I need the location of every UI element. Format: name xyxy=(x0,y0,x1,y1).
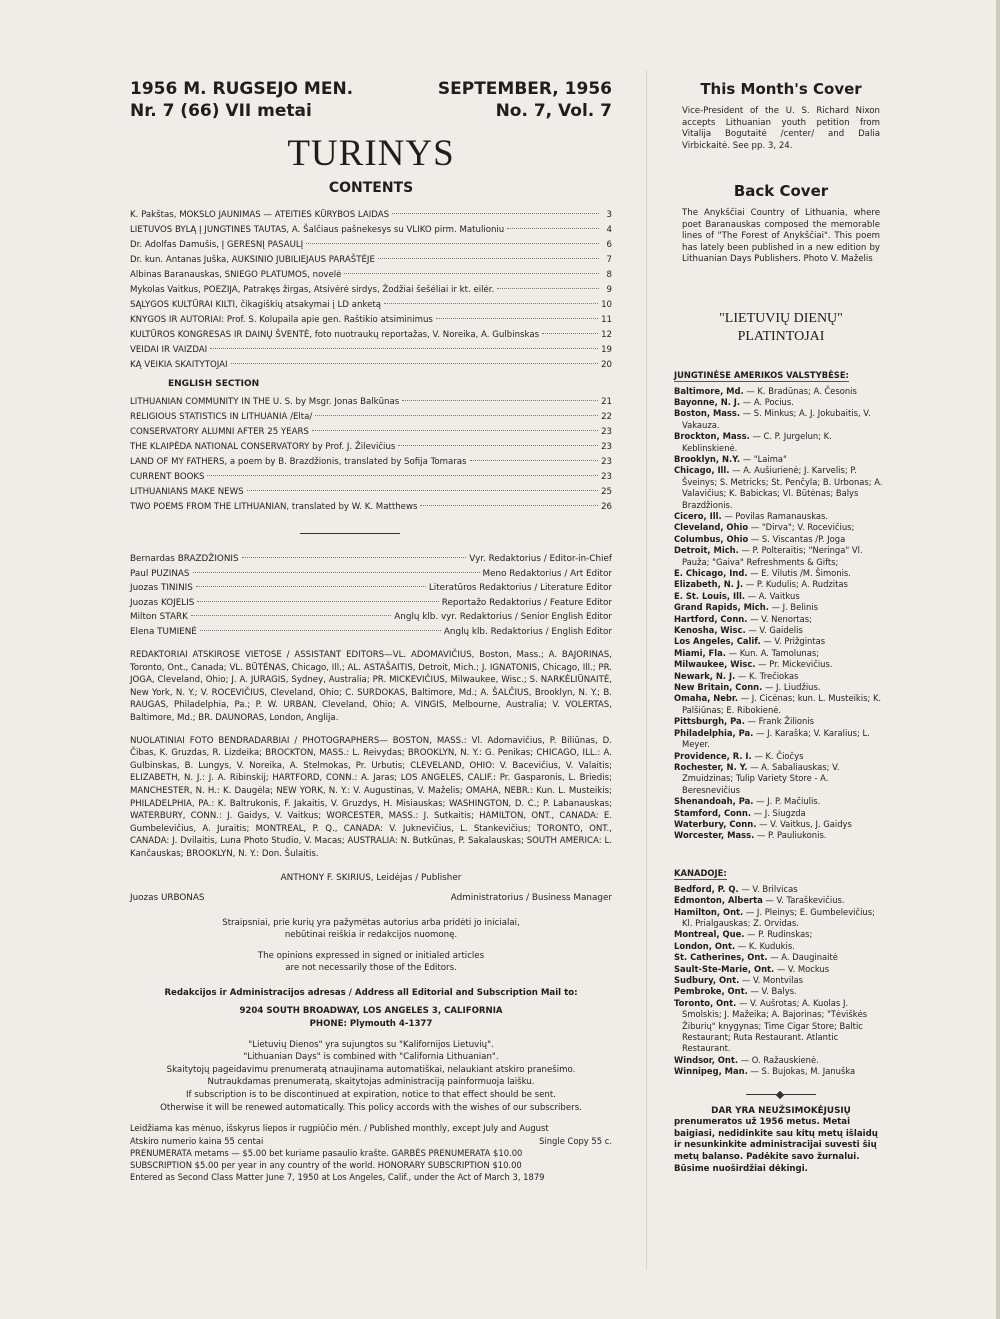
toc-leader xyxy=(306,243,599,244)
canada-section xyxy=(674,858,888,1078)
toc-entry-title: Albinas Baranauskas, SNIEGO PLATUMOS, novelė xyxy=(130,270,342,280)
distributor-names: — Povilas Ramanauskas. xyxy=(724,510,829,521)
distributor-names: — V. Gaidelis xyxy=(748,625,803,636)
distributor-city: Toronto, Ont. xyxy=(674,997,737,1008)
distributor-city: Pittsburgh, Pa. xyxy=(674,716,745,727)
distributors-title-2: PLATINTOJAI xyxy=(737,328,825,344)
distributor-city: Chicago, Ill. xyxy=(674,465,730,476)
distributor-city: Shenandoah, Pa. xyxy=(674,796,754,807)
publication-info xyxy=(130,1122,612,1183)
distributors-title xyxy=(674,310,888,346)
staff-role: Literatūros Redaktorius / Literature Editor xyxy=(428,583,612,593)
staff-role: Reportažo Redaktorius / Feature Editor xyxy=(441,597,612,608)
issue-lt xyxy=(130,78,353,122)
disclaimer-lt xyxy=(130,917,612,942)
distributor-names: — V. Nenortas; xyxy=(750,613,812,624)
distributor-names: — V. Vaitkus, J. Gaidys xyxy=(759,818,852,829)
toc-entry-title: LIETUVOS BYLĄ Į JUNGTINES TAUTAS, A. Šalčiaus pašnekesys su VLIKO pirm. Matulioniu xyxy=(130,225,505,235)
distributor-names: — S. Minkus; A. J. Jokubaitis, V. Vakauza. xyxy=(682,408,871,430)
toc-entry-title: Dr. kun. Antanas Juška, AUKSINIO JUBILIEJAUS PARAŠTĖJE xyxy=(130,255,375,265)
toc-entry-title: LITHUANIANS MAKE NEWS xyxy=(130,487,244,497)
toc-entry-title: LAND OF MY FATHERS, a poem by B. Brazdžionis, translated by Sofija Tomaras xyxy=(130,457,467,467)
toc-entry-page: 23 xyxy=(601,457,612,467)
distributor-entry xyxy=(674,625,888,636)
distributor-names: — J. Siugzda xyxy=(753,807,806,818)
distributor-city: E. Chicago, Ind. xyxy=(674,568,748,578)
distributor-names: — S. Viscantas /P. Joga xyxy=(750,533,846,544)
distributor-city: Pembroke, Ont. xyxy=(674,986,748,997)
distributor-names: — V. Taraškevičius. xyxy=(765,895,845,906)
toc-entry-title: TWO POEMS FROM THE LITHUANIAN, translated by W. K. Matthews xyxy=(130,502,418,512)
toc-entry-title: Mykolas Vaitkus, POEZIJA, Patrakęs žirgas, Atsivėrė sirdys, Žodžiai šešėliai ir kt. eilėr. xyxy=(130,285,495,295)
issue-en-date: SEPTEMBER, 1956 xyxy=(437,79,612,99)
distributor-names: — V. Mockus xyxy=(776,963,830,974)
staff-name: Milton STARK xyxy=(130,612,188,622)
distributor-names: — J. P. Mačiulis. xyxy=(756,796,821,807)
toc-leader xyxy=(402,400,598,401)
canada-distributors xyxy=(674,884,888,1078)
staff-entry xyxy=(130,610,612,625)
distributor-names: — K. Trečiokas xyxy=(737,670,799,681)
distributor-city: Milwaukee, Wisc. xyxy=(674,659,756,670)
distributor-names: — V. Montvilas xyxy=(741,975,803,985)
distributor-entry xyxy=(674,1055,888,1066)
distributor-city: Sault-Ste-Marie, Ont. xyxy=(674,963,775,974)
publisher: ANTHONY F. SKIRIUS, Leidėjas / Publisher xyxy=(280,872,462,883)
distributor-city: London, Ont. xyxy=(674,940,736,951)
subscription-lt-2: Nutraukdamas prenumeratą, skaitytojas administraciją painformuoja laišku. xyxy=(207,1077,535,1088)
toc-entry xyxy=(130,238,612,253)
toc-entry-title: RELIGIOUS STATISTICS IN LITHUANIA /Elta/ xyxy=(130,412,313,422)
distributor-city: Philadelphia, Pa. xyxy=(674,727,754,738)
section-rule xyxy=(300,533,400,534)
distributor-entry xyxy=(674,522,888,533)
toc-entry-title: K. Pakštas, MOKSLO JAUNIMAS — ATEITIES KŪRYBOS LAIDAS xyxy=(130,210,390,220)
toc-entry-page: 22 xyxy=(601,412,612,422)
notice-head: DAR YRA NEUŽSIMOKĖJUSIŲ xyxy=(711,1105,851,1116)
back-cover-text: The Anykščiai Country of Lithuania, where poet Baranauskas composed the memorable lines of "The Forest of Anykščiai". This poem has lately been published in a new edition by Lithuanian Days Publishers. Photo V. Maželis xyxy=(682,208,880,264)
toc-entry xyxy=(130,410,612,425)
distributor-names: — J. Karaška; V. Karalius; L. Meyer. xyxy=(682,727,870,750)
toc-leader xyxy=(312,430,598,431)
disclaimer-en-line: The opinions expressed in signed or initialed articles xyxy=(257,950,485,961)
distributor-entry xyxy=(674,602,888,613)
distributor-city: New Britain, Conn. xyxy=(674,682,763,693)
distributor-names: — A. Pocius. xyxy=(742,396,794,407)
distributor-city: Detroit, Mich. xyxy=(674,545,739,556)
toc-leader xyxy=(344,273,599,274)
toc-entry xyxy=(130,425,612,440)
distributor-names: — S. Bujokas, M. Januška xyxy=(750,1066,856,1077)
distributor-names: — K. Čiočys xyxy=(754,750,804,761)
distributor-city: Baltimore, Md. xyxy=(674,385,744,396)
issue-lt-number: Nr. 7 (66) VII metai xyxy=(130,101,312,121)
distributor-entry xyxy=(674,534,888,545)
distributor-entry xyxy=(674,751,888,762)
toc-entry-page: 9 xyxy=(606,285,612,295)
distributor-names: — E. Vilutis /M. Šimonis. xyxy=(750,568,851,578)
staff-entry xyxy=(130,552,612,567)
distributor-city: Edmonton, Alberta xyxy=(674,895,763,906)
distributor-names: — V. Aušrotas; A. Kuolas J. Smolskis; J. Mažeika; A. Bajorinas; "Tėviškės Žiburių" knygynas; Time Cigar Store; Baltic Restaurant; Ruta Restaurant. Atlantic Restaurant. xyxy=(682,997,868,1054)
english-section-label: ENGLISH SECTION xyxy=(168,379,260,389)
distributor-names: — K. Bradūnas; A. Česonis xyxy=(746,385,857,396)
toc-entry-title: CURRENT BOOKS xyxy=(130,472,205,482)
toc-entry xyxy=(130,455,612,470)
distributor-entry xyxy=(674,454,888,465)
toc-entry-page: 6 xyxy=(606,240,612,250)
toc-leader xyxy=(398,445,598,446)
toc-leader xyxy=(392,213,599,214)
distributor-city: Boston, Mass. xyxy=(674,408,741,419)
toc-entry-page: 23 xyxy=(601,472,612,482)
toc-entry-page: 8 xyxy=(606,270,612,280)
contents-column xyxy=(130,78,612,1184)
toc-entry-title: LITHUANIAN COMMUNITY IN THE U. S. by Msgr. Jonas Balkūnas xyxy=(130,397,400,407)
staff-leader xyxy=(197,601,438,602)
distributor-city: Miami, Fla. xyxy=(674,647,726,658)
distributor-entry xyxy=(674,511,888,522)
distributor-entry xyxy=(674,964,888,975)
distributor-names: — J. Pleinys; E. Gumbelevičius; Kl. Prialgauskas; Z. Orvidas. xyxy=(682,906,875,928)
distributor-entry xyxy=(674,819,888,830)
toc-entry-page: 19 xyxy=(601,345,612,355)
staff-entry xyxy=(130,625,612,640)
disclaimer-lt-line: Straipsniai, prie kurių yra pažymėtas autorius arba pridėti jo inicialai, xyxy=(222,917,520,928)
distributor-names: — Kun. A. Tamolunas; xyxy=(728,647,820,658)
toc-leader xyxy=(207,475,598,476)
distributor-city: Stamford, Conn. xyxy=(674,807,752,818)
merge-lt: "Lietuvių Dienos" yra sujungtos su "Kalifornijos Lietuvių". xyxy=(248,1039,494,1050)
distributor-entry xyxy=(674,895,888,906)
distributor-city: Hartford, Conn. xyxy=(674,613,748,624)
toc-entry xyxy=(130,470,612,485)
distributor-entry xyxy=(674,568,888,579)
pub-line: PRENUMERATA metams — $5.00 bet kuriame pasaulio krašte. GARBĖS PRENUMERATA $10.00 xyxy=(130,1147,523,1158)
toc-entry xyxy=(130,395,612,410)
distributor-entry xyxy=(674,431,888,454)
page-subtitle: CONTENTS xyxy=(328,180,414,196)
distributor-entry xyxy=(674,830,888,841)
staff-name: Juozas KOJELIS xyxy=(130,597,195,608)
toc-entry-title: KĄ VEIKIA SKAITYTOJAI xyxy=(130,360,228,370)
distributor-city: Grand Rapids, Mich. xyxy=(674,602,769,613)
photographers: NUOLATINIAI FOTO BENDRADARBIAI / PHOTOGRAPHERS— BOSTON, MASS.: Vl. Adomavičius, P. Biliūnas, D. Čibas, K. Gruzdas, R. Lizdeika; BROCKTON, MASS.: L. Reivydas; BROOKLYN, N. Y.: G. Penikas; CHICAGO, ILL.: A. Gulbinskas, B. Lungys, V. Noreika, A. Stelmokas, Pr. Urbutis; CLEVELAND, OHIO: V. Bacevičius, V. Valaitis; ELIZABETH, N. J.: J. A. Ribinskij; HARTFORD, CONN.: A. Jaras; LOS ANGELES, CALIF.: Pr. Gasparonis, L. Briedis; MANCHESTER, N. H.: K. Daugėla; NEW YORK, N. Y.: V. Augustinas, V. Maželis; OMAHA, NEBR.: Kun. L. Musteikis; PHILADELPHIA, PA.: K. Baltrukonis, F. Jakaitis, V. Gruzdys, H. Misiauskas; WASHINGTON, D. C.; P. Labanauskas; WATERBURY, CONN.: J. Gaidys, V. Vaitkus; WORCESTER, MASS.: J. Sutkaitis; HAMILTON, ONT., CANADA: E. Gumbelevičius, A. Juraitis; MONTREAL, P. Q., CANADA: V. Juknevičius, L. Stankevičius; TORONTO, ONT., CANADA: J. Dvilaitis, Luna Photo Studio, V. Macas; AUSTRALIA: N. Butkūnas, P. Sakalauskas; SOUTH AMERICA: L. Kančauskas; BROOKLYN, N. Y.: Don. Šulaitis. xyxy=(130,735,612,859)
toc-leader xyxy=(231,363,599,364)
toc-leader xyxy=(315,415,598,416)
toc-entry-page: 26 xyxy=(601,502,612,512)
staff-leader xyxy=(242,557,467,558)
toc-entry-page: 11 xyxy=(601,315,612,325)
toc-entry xyxy=(130,208,612,223)
staff-entry xyxy=(130,596,612,611)
address: 9204 SOUTH BROADWAY, LOS ANGELES 3, CALIFORNIA xyxy=(239,1006,503,1017)
distributor-entry xyxy=(674,386,888,397)
distributor-names: — J. Belinis xyxy=(771,602,818,613)
distributor-names: — P. Pauliukonis. xyxy=(756,830,827,841)
distributor-city: Sudbury, Ont. xyxy=(674,975,740,985)
distributor-city: Montreal, Que. xyxy=(674,929,745,940)
toc-entry xyxy=(130,328,612,343)
distributor-names: — A. Dauginaitė xyxy=(770,952,838,963)
cover-text: Vice-President of the U. S. Richard Nixon accepts Lithuanian youth petition from Vitalija Bogutaitė /center/ and Dalia Virbickaitė. See pp. 3, 24. xyxy=(682,106,880,151)
toc-lithuanian xyxy=(130,208,612,373)
toc-entry-page: 20 xyxy=(601,360,612,370)
issue-en xyxy=(438,78,612,122)
sidebar-column xyxy=(674,80,888,1175)
distributor-entry xyxy=(674,998,888,1055)
distributor-entry xyxy=(674,648,888,659)
toc-entry xyxy=(130,298,612,313)
distributor-entry xyxy=(674,545,888,568)
distributor-names: — J. Liudžius. xyxy=(765,682,821,693)
toc-entry-title: THE KLAIPĖDA NATIONAL CONSERVATORY by Prof. J. Žilevičius xyxy=(130,442,396,452)
distributor-names: — P. Rudinskas; xyxy=(747,929,813,940)
subscription-en-1: If subscription is to be discontinued at expiration, notice to that effect should be sent. xyxy=(186,1090,556,1101)
us-distributors xyxy=(674,386,888,842)
distributor-entry xyxy=(674,465,888,511)
distributor-names: — K. Kudukis. xyxy=(737,940,795,951)
staff-name: Paul PUZINAS xyxy=(130,568,190,579)
toc-entry-page: 3 xyxy=(606,210,612,220)
pub-line: Leidžiama kas mėnuo, išskyrus liepos ir rugpiūčio mėn. / Published monthly, except July and August xyxy=(130,1123,549,1134)
toc-leader xyxy=(420,505,598,506)
toc-entry-title: CONSERVATORY ALUMNI AFTER 25 YEARS xyxy=(130,427,309,437)
distributor-entry xyxy=(674,907,888,930)
toc-entry xyxy=(130,313,612,328)
us-label: JUNGTINĖSE AMERIKOS VALSTYBĖSE: xyxy=(674,369,849,380)
toc-leader xyxy=(436,318,598,319)
distributor-entry xyxy=(674,579,888,590)
staff-name: Elena TUMIENĖ xyxy=(130,626,197,637)
distributor-names: — Pr. Mickevičius. xyxy=(758,659,833,670)
distributor-entry xyxy=(674,716,888,727)
price-lt: Atskiro numerio kaina 55 centai xyxy=(130,1135,264,1146)
distributor-city: Cicero, Ill. xyxy=(674,510,722,521)
distributor-names: — A. Sabaliauskas; V. Zmuidzinas; Tulip Variety Store - A. Beresnevičius xyxy=(682,761,840,795)
us-section xyxy=(674,360,888,842)
toc-entry xyxy=(130,440,612,455)
distributor-names: — O. Ražauskienė. xyxy=(740,1054,819,1065)
issue-lt-date: 1956 M. RUGSEJO MEN. xyxy=(130,79,354,99)
toc-entry xyxy=(130,268,612,283)
disclaimer-en xyxy=(130,950,612,975)
toc-entry-title: KNYGOS IR AUTORIAI: Prof. S. Kolupaila apie gen. Raštikio atsiminimus xyxy=(130,315,433,325)
cover-title: This Month's Cover xyxy=(700,80,862,98)
distributor-city: Hamilton, Ont. xyxy=(674,906,744,917)
distributor-entry xyxy=(674,929,888,940)
subscription-en-2: Otherwise it will be renewed automatically. This policy accords with the wishes of our subscribers. xyxy=(160,1102,582,1113)
distributor-entry xyxy=(674,884,888,895)
staff-role: Anglų klb. Redaktorius / English Editor xyxy=(443,626,612,637)
distributor-city: Waterbury, Conn. xyxy=(674,818,757,829)
distributor-city: Brooklyn, N.Y. xyxy=(674,453,741,464)
toc-entry-title: SĄLYGOS KULTŪRAI KILTI, čikagiškių atsakymai į LD anketą xyxy=(130,300,381,310)
toc-leader xyxy=(470,460,599,461)
distributor-entry xyxy=(674,636,888,647)
staff-entry xyxy=(130,581,612,596)
distributor-entry xyxy=(674,614,888,625)
back-cover-title: Back Cover xyxy=(733,182,829,200)
distributor-city: Omaha, Nebr. xyxy=(674,693,739,704)
distributor-city: Elizabeth, N. J. xyxy=(674,579,744,590)
toc-entry-page: 7 xyxy=(606,255,612,265)
toc-entry-page: 12 xyxy=(601,330,612,340)
staff-name: Juozas TININIS xyxy=(130,583,193,593)
toc-entry-page: 21 xyxy=(601,397,612,407)
disclaimer-en-line: are not necessarily those of the Editors. xyxy=(285,963,457,974)
distributor-names: — A. Aušiurienė; J. Karvelis; P. Šveinys; S. Metricks; St. Penčyla; B. Urbonas; A. Valavičius; K. Babickas; Vl. Būtėnas; Balys Brazdžionis. xyxy=(682,465,883,510)
toc-leader xyxy=(507,228,599,229)
merge-en: "Lithuanian Days" is combined with "California Lithuanian". xyxy=(243,1052,499,1063)
distributor-city: Bedford, P. Q. xyxy=(674,883,739,894)
toc-entry-page: 4 xyxy=(606,225,612,235)
toc-entry-page: 10 xyxy=(601,300,612,310)
distributor-entry xyxy=(674,975,888,986)
assistant-editors: REDAKTORIAI ATSKIROSE VIETOSE / ASSISTANT EDITORS—VL. ADOMAVIČIUS, Boston, Mass.; A. BAJORINAS, Toronto, Ont., Canada; VL. BŪTĖNAS, Chicago, Ill.; AL. ASTAŠAITIS, Detroit, Mich.; J. IGNATONIS, Chicago, Ill.; PR. JOGA, Cleveland, Ohio; J. A. JURAGIS, Sydney, Australia; PR. MICKEVIČIUS, Milwaukee, Wisc.; S. NARKĖLIŪNAITĖ, New York, N. Y.; V. ROCEVIČIUS, Cleveland, Ohio; C. SURDOKAS, Baltimore, Md.; A. ŠALČIUS, Brooklyn, N. Y.; B. RAUGAS, Philadelphia, Pa.; P. W. URBAN, Cleveland, Ohio; A. VINGIS, Melbourne, Australia; V. VOLERTAS, Baltimore, Md.; BR. DAUNORAS, London, Anglija. xyxy=(130,650,612,723)
distributor-names: — P. Kudulis; A. Rudzitas xyxy=(745,579,848,590)
distributor-city: Rochester, N. Y. xyxy=(674,761,748,772)
merge-note xyxy=(130,1039,612,1115)
distributor-city: Brockton, Mass. xyxy=(674,431,750,442)
distributor-entry xyxy=(674,591,888,602)
distributor-entry xyxy=(674,682,888,693)
toc-english xyxy=(130,395,612,515)
distributor-names: — P. Polteraitis; "Neringa" Vl. Pauža; "Gaiva" Refreshments & Gifts; xyxy=(682,545,863,567)
distributor-entry xyxy=(674,408,888,431)
issue-header xyxy=(130,78,612,122)
toc-entry-title: VEIDAI IR VAIZDAI xyxy=(130,345,208,355)
notice-text: prenumeratos už 1956 metus. Metai baigiasi, nedidinkite sau kitų metų išlaidų ir nesunkinkite administracijai suvesti šių metų balanso. Padėkite savo žurnalui. Būsime nuoširdžiai dėkingi. xyxy=(674,1117,878,1174)
distributor-entry xyxy=(674,952,888,963)
ornament-divider xyxy=(746,1094,816,1095)
staff-leader xyxy=(200,630,441,631)
staff-entry xyxy=(130,567,612,582)
toc-entry xyxy=(130,500,612,515)
distributor-entry xyxy=(674,941,888,952)
toc-entry xyxy=(130,223,612,238)
distributor-entry xyxy=(674,808,888,819)
distributor-names: — J. Cicėnas; kun. L. Musteikis; K. Palšiūnas; E. Ribokienė. xyxy=(682,693,882,715)
distributor-city: Windsor, Ont. xyxy=(674,1054,739,1065)
price-en: Single Copy 55 c. xyxy=(539,1135,612,1146)
toc-entry-title: KULTŪROS KONGRESAS IR DAINŲ ŠVENTĖ, foto nuotraukų reportažas, V. Noreika, A. Gulbinskas xyxy=(130,330,540,340)
distributor-entry xyxy=(674,728,888,751)
toc-entry xyxy=(130,283,612,298)
distributor-names: — Frank Žilionis xyxy=(747,716,815,727)
staff-leader xyxy=(191,615,391,616)
toc-entry-page: 23 xyxy=(601,427,612,437)
distributor-city: Columbus, Ohio xyxy=(674,533,749,544)
toc-entry xyxy=(130,253,612,268)
business-manager xyxy=(130,893,612,903)
toc-entry-page: 25 xyxy=(601,487,612,497)
distributor-entry xyxy=(674,796,888,807)
staff-name: Bernardas BRAZDŽIONIS xyxy=(130,554,239,564)
staff-list xyxy=(130,552,612,639)
toc-entry-title: Dr. Adolfas Damušis, Į GERESNĮ PASAULĮ xyxy=(130,240,304,250)
toc-entry-page: 23 xyxy=(601,442,612,452)
toc-leader xyxy=(384,303,598,304)
page-title: TURINYS xyxy=(287,133,455,174)
address-label: Redakcijos ir Administracijos adresas / Address all Editorial and Subscription Mail to: xyxy=(164,987,578,998)
toc-entry xyxy=(130,358,612,373)
toc-leader xyxy=(497,288,599,289)
phone: PHONE: Plymouth 4-1377 xyxy=(309,1019,433,1030)
distributor-city: Winnipeg, Man. xyxy=(674,1066,748,1077)
distributor-entry xyxy=(674,1066,888,1077)
distributor-city: E. St. Louis, Ill. xyxy=(674,590,745,601)
distributor-city: Worcester, Mass. xyxy=(674,830,755,841)
pub-line: Entered as Second Class Matter June 7, 1950 at Los Angeles, Calif., under the Act of March 3, 1879 xyxy=(130,1172,545,1183)
subscription-lt-1: Skaitytojų pageidavimu prenumeratą atnaujinama automatiškai, nelaukiant atskiro pranešimo. xyxy=(166,1064,576,1075)
toc-leader xyxy=(210,348,598,349)
staff-role: Meno Redaktorius / Art Editor xyxy=(482,568,612,579)
business-manager-name: Juozas URBONAS xyxy=(130,892,205,903)
distributor-entry xyxy=(674,671,888,682)
distributor-entry xyxy=(674,986,888,997)
distributor-names: — "Dirva"; V. Rocevičius; xyxy=(750,522,855,533)
staff-leader xyxy=(196,586,426,587)
column-divider xyxy=(646,70,647,1270)
distributor-city: Kenosha, Wisc. xyxy=(674,625,746,636)
distributors-title-1: "LIETUVIŲ DIENŲ" xyxy=(719,310,843,326)
toc-leader xyxy=(247,490,599,491)
canada-label: KANADOJE: xyxy=(674,867,727,878)
issue-en-number: No. 7, Vol. 7 xyxy=(495,101,612,121)
toc-leader xyxy=(378,258,599,259)
distributor-names: — C. P. Jurgelun; K. Keblinskienė. xyxy=(682,431,832,453)
distributor-city: Los Angeles, Calif. xyxy=(674,636,761,647)
toc-entry xyxy=(130,485,612,500)
toc-entry xyxy=(130,343,612,358)
distributor-entry xyxy=(674,762,888,796)
pub-line-price xyxy=(130,1135,612,1147)
disclaimer-lt-line: nebūtinai reiškia ir redakcijos nuomonę. xyxy=(284,930,458,941)
distributor-entry xyxy=(674,693,888,716)
distributor-entry xyxy=(674,659,888,670)
business-manager-role: Administratorius / Business Manager xyxy=(450,892,612,903)
staff-role: Vyr. Redaktorius / Editor-in-Chief xyxy=(469,554,612,564)
distributor-names: — V. Brilvicas xyxy=(741,883,798,894)
page-edge xyxy=(996,0,1000,1319)
pub-line: SUBSCRIPTION $5.00 per year in any country of the world. HONORARY SUBSCRIPTION $10.00 xyxy=(130,1160,522,1171)
staff-leader xyxy=(193,572,480,573)
toc-leader xyxy=(542,333,598,334)
distributor-names: — V. Prižgintas xyxy=(763,636,826,647)
distributor-entry xyxy=(674,397,888,408)
distributor-city: St. Catherines, Ont. xyxy=(674,952,768,963)
distributor-city: Cleveland, Ohio xyxy=(674,522,749,533)
distributor-names: — "Laima" xyxy=(742,453,787,464)
distributor-city: Bayonne, N. J. xyxy=(674,396,741,407)
distributor-city: Newark, N. J. xyxy=(674,670,736,681)
distributor-city: Providence, R. I. xyxy=(674,750,752,761)
distributor-names: — V. Balys. xyxy=(750,986,797,997)
distributor-names: — A. Vaitkus xyxy=(747,590,800,601)
staff-role: Anglų klb. vyr. Redaktorius / Senior English Editor xyxy=(394,612,612,622)
